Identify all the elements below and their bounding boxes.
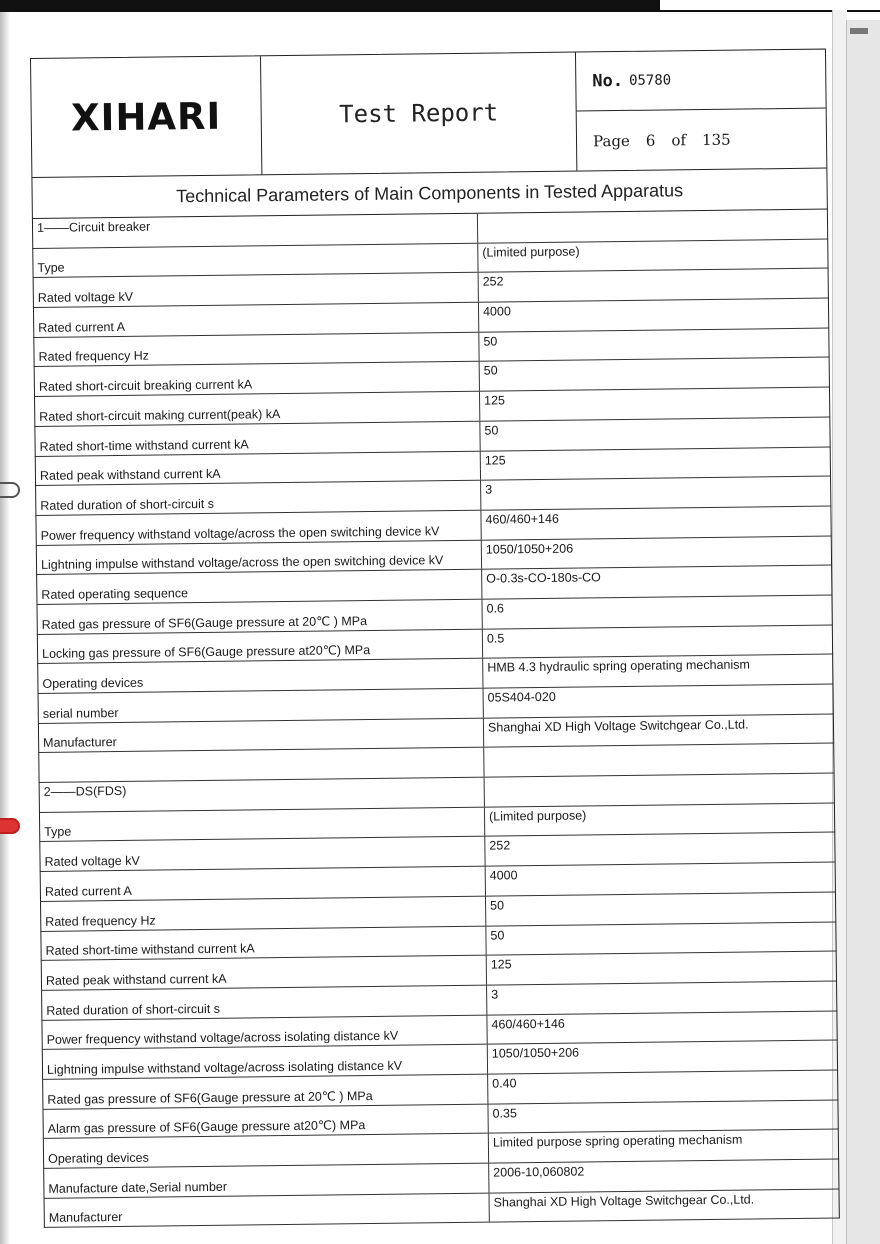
param-label: Rated short-circuit making current(peak) kA [35, 392, 480, 426]
param-value: 0.35 [492, 1105, 517, 1121]
empty-cell [485, 774, 834, 807]
param-label: Rated gas pressure of SF6(Gauge pressure at 20℃ ) MPa [37, 600, 482, 634]
report-sheet [30, 49, 839, 1226]
page-label: Page [592, 131, 630, 150]
param-label: Rated current A [34, 303, 479, 337]
param-value: 50 [490, 898, 505, 913]
param-label: Operating devices [38, 659, 483, 693]
param-label: Rated voltage kV [34, 273, 479, 307]
param-label: serial number [39, 689, 484, 723]
param-label: Rated peak withstand current kA [42, 956, 487, 990]
param-value: 4000 [482, 304, 511, 319]
param-value: Shanghai XD High Voltage Switchgear Co.,Ltd. [493, 1192, 755, 1210]
param-label: Rated peak withstand current kA [36, 451, 481, 485]
binder-ring-icon [0, 482, 20, 498]
param-label: Rated short-time withstand current kA [35, 421, 480, 455]
param-value: 3 [491, 987, 499, 1002]
page-indicator [577, 109, 827, 171]
param-value: 460/460+146 [485, 511, 559, 527]
title-cell [261, 53, 577, 175]
page-current: 6 [645, 131, 656, 150]
param-value: 125 [484, 393, 506, 408]
param-label: Type [33, 243, 478, 277]
company-logo: XIHARI [70, 94, 222, 140]
param-value: 50 [490, 927, 505, 943]
param-value: O-0.3s-CO-180s-CO [486, 570, 601, 586]
param-label: Type [40, 807, 485, 841]
param-value: 50 [483, 363, 498, 379]
param-value: 252 [489, 838, 511, 854]
param-value: 4000 [489, 868, 518, 883]
param-label: Rated short-time withstand current kA [41, 926, 486, 960]
param-label: Lightning impulse withstand voltage/across isolating distance kV [43, 1045, 488, 1079]
param-label: Rated operating sequence [37, 570, 482, 604]
param-label: Manufacture date,Serial number [44, 1164, 489, 1198]
param-value: Limited purpose spring operating mechanism [492, 1132, 743, 1150]
report-number-value: 05780 [628, 72, 672, 89]
table-title: Technical Parameters of Main Components in Tested Apparatus [31, 169, 827, 219]
logo-cell [31, 56, 262, 177]
scan-top-border-gap [660, 0, 880, 10]
param-label: Operating devices [44, 1134, 489, 1168]
empty-cell [484, 744, 833, 777]
param-value: 05S404-020 [487, 689, 556, 705]
param-label: Rated current A [41, 867, 486, 901]
report-number [576, 50, 826, 112]
param-value: 252 [482, 274, 504, 290]
page-edge-mark [850, 28, 868, 34]
section-heading: 1——Circuit breaker [33, 214, 478, 248]
empty-cell [39, 748, 484, 782]
param-value: 2006-10,060802 [493, 1164, 585, 1180]
param-label: Rated duration of short-circuit s [42, 986, 487, 1020]
param-label: Rated duration of short-circuit s [36, 481, 481, 515]
param-label: Rated frequency Hz [34, 332, 479, 366]
param-value: 0.6 [486, 601, 505, 616]
report-number-label: No. [592, 70, 624, 92]
param-label: Power frequency withstand voltage/across isolating distance kV [42, 1015, 487, 1049]
param-value: 125 [490, 957, 512, 972]
param-label: Lightning impulse withstand voltage/across the open switching device kV [37, 540, 482, 574]
page-of: of [671, 130, 687, 149]
param-value: (Limited purpose) [482, 244, 580, 260]
param-value: 0.5 [486, 631, 505, 646]
param-value: 50 [483, 334, 498, 349]
param-label: Rated frequency Hz [41, 896, 486, 930]
document-title: Test Report [339, 98, 499, 129]
empty-cell [478, 210, 827, 243]
binder-clip-icon [0, 818, 20, 834]
param-value: 125 [484, 452, 506, 468]
param-label: Locking gas pressure of SF6(Gauge pressure at20℃) MPa [38, 629, 483, 663]
param-value: HMB 4.3 hydraulic spring operating mechanism [487, 657, 750, 675]
param-label: Rated gas pressure of SF6(Gauge pressure at 20℃ ) MPa [43, 1075, 488, 1109]
param-label: Power frequency withstand voltage/across the open switching device kV [36, 511, 481, 545]
param-label: Rated voltage kV [40, 837, 485, 871]
param-value: 460/460+146 [491, 1016, 565, 1032]
param-label: Alarm gas pressure of SF6(Gauge pressure at20℃) MPa [43, 1104, 488, 1138]
param-value: 1050/1050+206 [485, 541, 574, 557]
report-info [576, 50, 826, 171]
section-heading: 2——DS(FDS) [40, 778, 485, 812]
next-page-edge-2 [846, 20, 880, 1244]
param-value: 0.40 [492, 1076, 517, 1091]
param-label: Manufacturer [39, 718, 484, 752]
param-value: (Limited purpose) [488, 808, 587, 824]
param-value: 3 [485, 482, 493, 497]
page-total: 135 [701, 130, 731, 149]
report-header [30, 49, 827, 178]
param-value: 1050/1050+206 [491, 1045, 580, 1061]
param-value: 50 [484, 423, 499, 438]
binding-shadow [0, 12, 10, 1244]
param-label: Rated short-circuit breaking current kA [35, 362, 480, 396]
param-value: Shanghai XD High Voltage Switchgear Co.,Ltd. [487, 717, 749, 735]
param-label: Manufacturer [45, 1193, 490, 1227]
